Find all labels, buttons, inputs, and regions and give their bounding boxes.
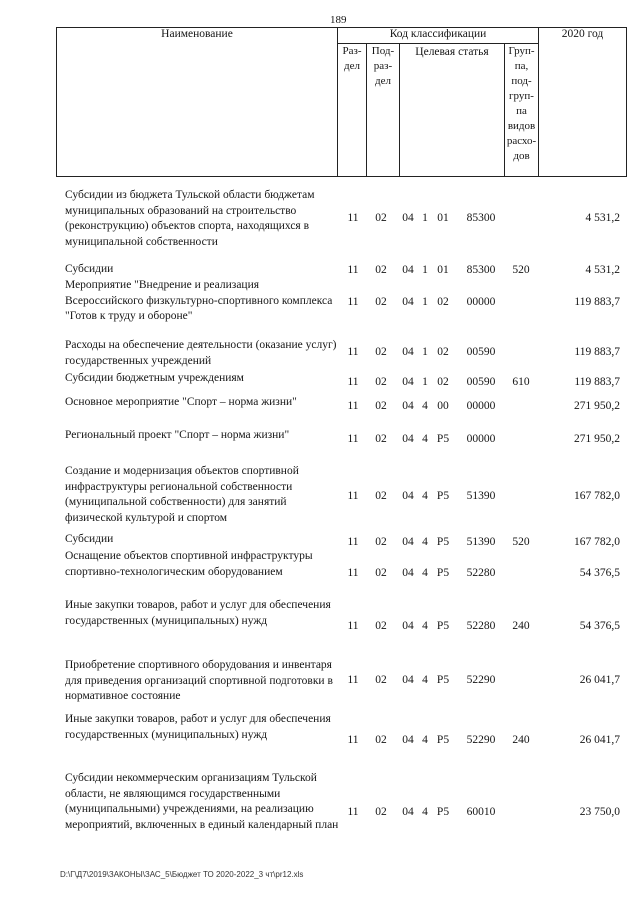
row-target-2: 4	[422, 674, 428, 686]
row-section: 11	[347, 490, 359, 502]
row-target-1: 04	[402, 346, 414, 358]
row-target-3: P5	[436, 674, 450, 686]
row-subsection: 02	[375, 734, 387, 746]
row-group: 520	[512, 264, 530, 276]
row-name: Субсидии некоммерческим организациям Тульской области, не являющимся государственными (муниципальными) учреждениями, на реализацию мероприятий, включенных в единый календарный план	[65, 772, 339, 831]
row-group: 240	[512, 620, 530, 632]
page-number: 189	[330, 14, 347, 26]
row-name: Расходы на обеспечение деятельности (оказание услуг) государственных учреждений	[65, 339, 337, 367]
row-target-2: 1	[422, 296, 428, 308]
row-value: 119 883,7	[574, 346, 620, 358]
row-value: 167 782,0	[574, 490, 620, 502]
row-section: 11	[347, 346, 359, 358]
row-target-2: 4	[422, 400, 428, 412]
row-value: 4 531,2	[585, 264, 620, 276]
row-section: 11	[347, 536, 359, 548]
row-target-1: 04	[402, 620, 414, 632]
row-target-1: 04	[402, 806, 414, 818]
row-target-2: 1	[422, 376, 428, 388]
row-target-4: 52280	[466, 620, 496, 632]
row-target-2: 4	[422, 490, 428, 502]
row-target-4: 60010	[466, 806, 496, 818]
row-target-3: P5	[436, 806, 450, 818]
row-subsection: 02	[375, 674, 387, 686]
header-subsection: Под- раз- дел	[367, 44, 400, 177]
row-section: 11	[347, 806, 359, 818]
row-section: 11	[347, 567, 359, 579]
row-name: Иные закупки товаров, работ и услуг для обеспечения государственных (муниципальных) нужд	[65, 713, 331, 741]
row-group: 610	[512, 376, 530, 388]
row-target-2: 4	[422, 433, 428, 445]
header-name: Наименование	[57, 28, 338, 177]
row-subsection: 02	[375, 490, 387, 502]
row-target-4: 85300	[466, 264, 496, 276]
file-path-footer: D:\Г\Д7\2019\ЗАКОНЫ\ЗАС_5\Бюджет ТО 2020-2022_3 чт\pr12.xls	[60, 870, 304, 879]
header-classification: Код классификации	[338, 28, 539, 44]
row-value: 26 041,7	[579, 734, 620, 746]
row-target-2: 4	[422, 536, 428, 548]
row-target-3: P5	[436, 536, 450, 548]
row-target-4: 00590	[466, 376, 496, 388]
row-subsection: 02	[375, 296, 387, 308]
row-subsection: 02	[375, 433, 387, 445]
row-name: Субсидии	[65, 533, 114, 545]
row-target-3: 00	[437, 400, 449, 412]
row-target-1: 04	[402, 400, 414, 412]
row-section: 11	[347, 400, 359, 412]
row-section: 11	[347, 212, 359, 224]
row-target-3: P5	[436, 620, 450, 632]
row-group: 240	[512, 734, 530, 746]
row-name: Основное мероприятие "Спорт – норма жизни"	[65, 396, 297, 408]
row-value: 54 376,5	[579, 620, 620, 632]
row-subsection: 02	[375, 212, 387, 224]
row-target-2: 4	[422, 734, 428, 746]
row-target-1: 04	[402, 264, 414, 276]
row-target-3: 02	[437, 296, 449, 308]
row-target-4: 00000	[466, 296, 496, 308]
header-year: 2020 год	[539, 28, 627, 177]
row-target-2: 1	[422, 212, 428, 224]
row-target-4: 85300	[466, 212, 496, 224]
row-value: 23 750,0	[579, 806, 620, 818]
row-target-4: 00000	[466, 400, 496, 412]
row-subsection: 02	[375, 806, 387, 818]
row-target-1: 04	[402, 376, 414, 388]
row-target-4: 00590	[466, 346, 496, 358]
row-name: Создание и модернизация объектов спортивной инфраструктуры региональной собственности (муниципальной собственности) для занятий физической культурой и спортом	[65, 465, 299, 524]
row-target-2: 1	[422, 264, 428, 276]
row-target-2: 4	[422, 620, 428, 632]
row-target-4: 52290	[466, 674, 496, 686]
row-target-4: 00000	[466, 433, 496, 445]
row-section: 11	[347, 433, 359, 445]
row-name: Иные закупки товаров, работ и услуг для обеспечения государственных (муниципальных) нужд	[65, 599, 331, 627]
row-name: Региональный проект "Спорт – норма жизни"	[65, 429, 290, 441]
row-target-1: 04	[402, 212, 414, 224]
row-group: 520	[512, 536, 530, 548]
row-value: 4 531,2	[585, 212, 620, 224]
row-target-1: 04	[402, 433, 414, 445]
row-value: 167 782,0	[574, 536, 620, 548]
row-section: 11	[347, 296, 359, 308]
row-name: Субсидии	[65, 263, 114, 275]
row-target-3: 01	[437, 212, 449, 224]
row-subsection: 02	[375, 620, 387, 632]
row-section: 11	[347, 620, 359, 632]
row-target-3: P5	[436, 433, 450, 445]
row-target-4: 51390	[466, 536, 496, 548]
row-target-3: 01	[437, 264, 449, 276]
row-target-3: 02	[437, 346, 449, 358]
row-target-1: 04	[402, 490, 414, 502]
header-section: Раз- дел	[338, 44, 367, 177]
row-target-1: 04	[402, 674, 414, 686]
row-section: 11	[347, 376, 359, 388]
row-subsection: 02	[375, 346, 387, 358]
row-subsection: 02	[375, 536, 387, 548]
row-name: Оснащение объектов спортивной инфраструктуры спортивно-технологическим оборудованием	[65, 550, 313, 578]
row-name: Мероприятие "Внедрение и реализация Всероссийского физкультурно-спортивного комплекса "Готов к труду и обороне"	[65, 279, 333, 322]
row-value: 119 883,7	[574, 376, 620, 388]
row-section: 11	[347, 674, 359, 686]
row-value: 271 950,2	[574, 400, 620, 412]
row-subsection: 02	[375, 264, 387, 276]
row-name: Субсидии бюджетным учреждениям	[65, 372, 244, 384]
row-value: 271 950,2	[574, 433, 620, 445]
row-target-2: 1	[422, 346, 428, 358]
row-target-1: 04	[402, 536, 414, 548]
row-target-4: 51390	[466, 490, 496, 502]
row-target-1: 04	[402, 734, 414, 746]
row-target-2: 4	[422, 806, 428, 818]
row-value: 54 376,5	[579, 567, 620, 579]
row-section: 11	[347, 264, 359, 276]
row-name: Приобретение спортивного оборудования и инвентаря для приведения организаций спортивной подготовки в нормативное состояние	[65, 659, 333, 702]
row-target-4: 52290	[466, 734, 496, 746]
row-target-1: 04	[402, 567, 414, 579]
header-group: Груп- па, под- груп- па видов расхо- дов	[505, 44, 539, 177]
row-target-1: 04	[402, 296, 414, 308]
row-target-3: P5	[436, 567, 450, 579]
row-section: 11	[347, 734, 359, 746]
row-value: 119 883,7	[574, 296, 620, 308]
row-target-4: 52280	[466, 567, 496, 579]
row-subsection: 02	[375, 376, 387, 388]
row-target-3: P5	[436, 490, 450, 502]
row-subsection: 02	[375, 567, 387, 579]
row-target-2: 4	[422, 567, 428, 579]
row-subsection: 02	[375, 400, 387, 412]
row-name: Субсидии из бюджета Тульской области бюджетам муниципальных образований на строительство (реконструкцию) объектов спорта, находящихся в муниципальной собственности	[65, 189, 315, 248]
header-target: Целевая статья	[400, 44, 505, 177]
row-value: 26 041,7	[579, 674, 620, 686]
row-target-3: P5	[436, 734, 450, 746]
row-target-3: 02	[437, 376, 449, 388]
